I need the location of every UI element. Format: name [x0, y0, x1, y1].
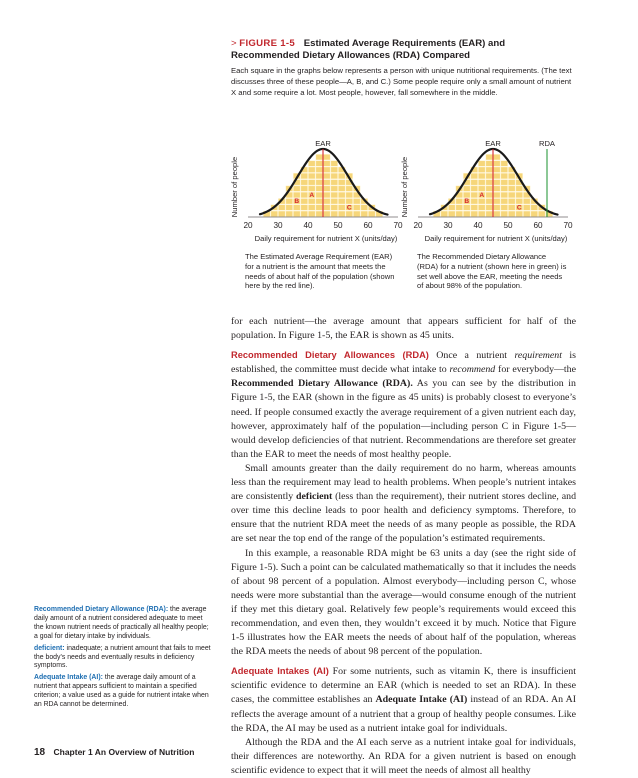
- glossary-entry: [34, 645, 214, 672]
- person-square: [316, 205, 323, 211]
- y-axis-label: Number of people: [400, 156, 409, 218]
- person-square: [316, 154, 323, 160]
- person-square: [293, 205, 300, 211]
- person-square: [486, 192, 493, 198]
- person-square: [471, 180, 478, 186]
- person-square: [316, 186, 323, 192]
- person-square: [493, 180, 500, 186]
- person-b-label: B: [294, 198, 300, 206]
- person-square: [338, 186, 345, 192]
- x-tick-label: 40: [473, 221, 483, 230]
- person-square: [508, 211, 515, 217]
- x-tick-label: 70: [563, 221, 573, 230]
- person-square: [316, 199, 323, 205]
- paragraph-rda: [231, 348, 576, 462]
- person-square: [471, 173, 478, 179]
- person-a-label: A: [479, 191, 485, 199]
- person-square: [293, 192, 300, 198]
- person-square: [293, 186, 300, 192]
- person-square: [338, 211, 345, 217]
- person-square: [353, 199, 360, 205]
- person-square: [271, 211, 278, 217]
- person-square: [508, 192, 515, 198]
- person-square: [316, 180, 323, 186]
- rda-text-c: for everybody—the: [495, 364, 576, 376]
- person-c-label: C: [516, 204, 522, 212]
- paragraph-example: In this example, a reasonable RDA might be 63 units a day (see the right side of Figure 1-5). Such a point can be calculated mathematically so that it includes the needs of about 98 percent of a population. Almost everybody—including person C, whose needs were more substantial than the average—would consume enough of the nutrient if they met this dietary goal. Relatively few people’s requirements would exceed this recommendation, and even then, they wouldn’t exceed it by much. Notice that Figure 1-5 illustrates how the EAR meets the needs of about half of the population, whereas the RDA meets the needs of about 98 percent of the population.: [231, 547, 576, 658]
- person-square: [323, 154, 330, 160]
- person-square: [531, 205, 538, 211]
- person-square: [316, 173, 323, 179]
- person-square: [301, 205, 308, 211]
- person-square: [316, 211, 323, 217]
- person-square: [331, 173, 338, 179]
- person-square: [338, 205, 345, 211]
- person-square: [448, 205, 455, 211]
- person-square: [486, 186, 493, 192]
- person-square: [493, 167, 500, 173]
- person-square: [516, 199, 523, 205]
- person-square: [331, 161, 338, 167]
- person-square: [353, 205, 360, 211]
- x-tick-label: 70: [393, 221, 403, 230]
- person-square: [478, 180, 485, 186]
- person-square: [301, 173, 308, 179]
- person-square: [531, 211, 538, 217]
- ai-text-b: instead of an RDA. An AI reflects the average amount of a nutrient that a group of healthy people consumes. Like the RDA, the AI may be used as a nutrient intake goal for individuals.: [231, 694, 576, 734]
- deficient-term: deficient: [296, 491, 333, 503]
- person-square: [338, 173, 345, 179]
- person-square: [286, 205, 293, 211]
- person-square: [493, 199, 500, 205]
- person-square: [323, 205, 330, 211]
- person-square: [278, 211, 285, 217]
- x-tick-label: 20: [413, 221, 423, 230]
- paragraph-rda-vs-ai: Although the RDA and the AI each serve as a nutrient intake goal for individuals, their differences are noteworthy. An RDA for a given nutrient is based on enough scientific evidence to expect that it will meet the needs of almost all healthy: [231, 736, 576, 776]
- person-square: [516, 186, 523, 192]
- person-square: [286, 211, 293, 217]
- person-square: [463, 211, 470, 217]
- person-square: [486, 205, 493, 211]
- paragraph-deficient: [231, 462, 576, 547]
- person-square: [286, 199, 293, 205]
- person-square: [523, 211, 530, 217]
- x-tick-label: 20: [243, 221, 253, 230]
- person-square: [508, 186, 515, 192]
- person-square: [501, 173, 508, 179]
- person-square: [486, 161, 493, 167]
- person-square: [323, 167, 330, 173]
- person-square: [478, 173, 485, 179]
- person-square: [368, 211, 375, 217]
- ear-label: EAR: [315, 139, 331, 148]
- glossary-term: Recommended Dietary Allowance (RDA):: [34, 606, 169, 613]
- person-square: [308, 180, 315, 186]
- person-square: [471, 205, 478, 211]
- person-square: [361, 211, 368, 217]
- person-square: [308, 161, 315, 167]
- person-square: [331, 199, 338, 205]
- person-square: [478, 161, 485, 167]
- person-square: [338, 199, 345, 205]
- person-b-label: B: [464, 198, 470, 206]
- person-square: [316, 167, 323, 173]
- person-a-label: A: [309, 191, 315, 199]
- person-square: [323, 173, 330, 179]
- rda-chart: [398, 135, 598, 250]
- person-square: [501, 211, 508, 217]
- person-square: [316, 192, 323, 198]
- page-number: 18: [34, 747, 46, 758]
- margin-glossary: [34, 606, 214, 713]
- person-square: [501, 205, 508, 211]
- person-square: [308, 199, 315, 205]
- person-square: [523, 205, 530, 211]
- rda-text-b: is established, the committee must decide what intake to: [231, 350, 576, 376]
- person-square: [538, 211, 545, 217]
- rda-text-requirement: requirement: [514, 350, 562, 362]
- person-square: [471, 186, 478, 192]
- person-square: [456, 211, 463, 217]
- figure-title: Estimated Average Requirements (EAR) and Recommended Dietary Allowances (RDA) Compared: [231, 38, 506, 62]
- person-square: [331, 205, 338, 211]
- glossary-definition: the average daily amount of a nutrient considered adequate to meet the known nutrient needs of practically all healthy people; a goal for dietary intake by individuals.: [34, 606, 209, 640]
- rda-text-recommend: recommend: [449, 364, 496, 376]
- person-square: [486, 173, 493, 179]
- person-square: [331, 192, 338, 198]
- person-square: [353, 211, 360, 217]
- person-square: [323, 211, 330, 217]
- person-square: [501, 180, 508, 186]
- person-square: [361, 205, 368, 211]
- person-square: [478, 186, 485, 192]
- person-square: [301, 186, 308, 192]
- glossary-term: deficient:: [34, 644, 65, 652]
- person-square: [278, 205, 285, 211]
- person-square: [301, 192, 308, 198]
- person-square: [501, 167, 508, 173]
- person-square: [441, 211, 448, 217]
- deficient-text-a: Small amounts greater than the daily requirement do no harm, whereas amounts less than the requirement may lead to health problems. When people’s nutrient intakes are consistently: [231, 462, 576, 503]
- person-square: [301, 199, 308, 205]
- person-square: [493, 173, 500, 179]
- deficient-text-b: (less than the requirement), their nutrient stores decline, and over time this decline leads to poor health and deficiency symptoms. Therefore, to ensure that the nutrient RDA meet the needs of as many people as possible, the RDA are set near the top end of the range of the population’s estimated requirements.: [231, 491, 577, 545]
- rda-chart-note: The Recommended Dietary Allowance (RDA) for a nutrient (shown here in green) is set well above the EAR, meeting the needs of about 98% of the population.: [417, 252, 567, 291]
- person-square: [508, 205, 515, 211]
- x-tick-label: 40: [303, 221, 313, 230]
- person-square: [478, 205, 485, 211]
- person-square: [478, 199, 485, 205]
- ear-chart-note: The Estimated Average Requirement (EAR) for a nutrient is the amount that meets the needs of about half of the population (shown here by the red line).: [245, 252, 395, 291]
- person-square: [508, 173, 515, 179]
- person-square: [478, 211, 485, 217]
- person-square: [478, 167, 485, 173]
- x-tick-label: 60: [533, 221, 543, 230]
- person-square: [486, 199, 493, 205]
- figure-title-block: [231, 38, 576, 62]
- person-square: [486, 180, 493, 186]
- ear-label: EAR: [485, 139, 501, 148]
- glossary-entry: [34, 674, 214, 710]
- figure-number: FIGURE 1-5: [239, 38, 296, 49]
- person-square: [308, 186, 315, 192]
- person-square: [301, 211, 308, 217]
- person-square: [346, 199, 353, 205]
- chapter-title: Chapter 1 An Overview of Nutrition: [53, 747, 195, 757]
- person-c-label: C: [346, 204, 352, 212]
- person-square: [493, 161, 500, 167]
- x-tick-label: 30: [443, 221, 453, 230]
- x-tick-label: 50: [503, 221, 513, 230]
- person-square: [346, 192, 353, 198]
- person-square: [323, 186, 330, 192]
- person-square: [456, 205, 463, 211]
- glossary-entry: [34, 606, 214, 642]
- person-square: [323, 161, 330, 167]
- person-square: [463, 205, 470, 211]
- person-square: [501, 192, 508, 198]
- glossary-definition: the average daily amount of a nutrient that appears sufficient to maintain a specified criterion; a value used as a guide for nutrient intake when an RDA cannot be determined.: [34, 674, 209, 709]
- figure-caption: Each square in the graphs below represents a person with unique nutritional requirements. (The text discusses three of these people—A, B, and C.) Some people require only a small amount of nutrient X and some require a lot. Most people, however, fall somewhere in the middle.: [231, 66, 572, 97]
- person-square: [516, 211, 523, 217]
- person-square: [493, 205, 500, 211]
- person-square: [308, 205, 315, 211]
- x-tick-label: 30: [273, 221, 283, 230]
- y-axis-label: Number of people: [230, 156, 239, 218]
- person-square: [493, 192, 500, 198]
- person-square: [486, 211, 493, 217]
- rda-text-a: Once a nutrient: [428, 350, 515, 362]
- person-square: [463, 192, 470, 198]
- rda-label: RDA: [538, 139, 556, 148]
- ai-term: Adequate Intake (AI): [375, 694, 468, 706]
- x-axis-label: Daily requirement for nutrient X (units/day): [254, 234, 398, 243]
- person-square: [456, 199, 463, 205]
- person-square: [501, 199, 508, 205]
- person-square: [508, 199, 515, 205]
- rda-heading: Recommended Dietary Allowances (RDA): [231, 350, 429, 361]
- page-footer: [34, 747, 194, 758]
- person-square: [346, 211, 353, 217]
- person-square: [493, 154, 500, 160]
- person-square: [486, 167, 493, 173]
- person-square: [323, 199, 330, 205]
- person-square: [471, 199, 478, 205]
- paragraph-ear-intro: for each nutrient—the average amount that appears sufficient for half of the population. In Figure 1-5, the EAR is shown as 45 units.: [231, 316, 576, 342]
- person-square: [448, 211, 455, 217]
- person-square: [308, 167, 315, 173]
- figure-arrow: >: [231, 38, 237, 49]
- rda-term: Recommended Dietary Allowance (RDA).: [231, 378, 413, 390]
- person-square: [463, 186, 470, 192]
- person-square: [501, 161, 508, 167]
- person-square: [508, 180, 515, 186]
- person-square: [493, 186, 500, 192]
- ai-heading: Adequate Intakes (AI): [231, 666, 329, 677]
- person-square: [323, 192, 330, 198]
- person-square: [338, 180, 345, 186]
- person-square: [308, 173, 315, 179]
- person-square: [338, 192, 345, 198]
- person-square: [331, 211, 338, 217]
- x-axis-label: Daily requirement for nutrient X (units/day): [424, 234, 568, 243]
- paragraph-ai: [231, 664, 576, 735]
- x-tick-label: 60: [363, 221, 373, 230]
- person-square: [471, 192, 478, 198]
- glossary-definition: inadequate; a nutrient amount that fails to meet the body’s needs and eventually results in deficiency symptoms.: [34, 644, 211, 670]
- person-square: [293, 211, 300, 217]
- person-square: [331, 180, 338, 186]
- person-square: [331, 186, 338, 192]
- person-square: [501, 186, 508, 192]
- glossary-term: Adequate Intake (AI):: [34, 674, 103, 682]
- ai-text-a: For some nutrients, such as vitamin K, there is insufficient scientific evidence to determine an EAR (which is needed to set an RDA). In these cases, the committee establishes an: [231, 666, 576, 706]
- person-square: [301, 180, 308, 186]
- person-square: [486, 154, 493, 160]
- rda-text-d: As you can see by the distribution in Figure 1-5, the EAR (shown in the figure as 45 units) is probably closest to everyone’s need. If people consumed exactly the average requirement of a given nutrient each day, however, approximately half of the population—including person C in Figure 1-5—would develop deficiencies of that nutrient. Recommendations are therefore set greater than the EAR to meet the needs of most healthy people.: [231, 378, 576, 460]
- person-square: [331, 167, 338, 173]
- person-square: [323, 180, 330, 186]
- figure-header: [231, 38, 576, 98]
- person-square: [493, 211, 500, 217]
- person-square: [516, 192, 523, 198]
- person-square: [346, 186, 353, 192]
- body-text: [231, 315, 576, 778]
- x-tick-label: 50: [333, 221, 343, 230]
- person-square: [471, 211, 478, 217]
- person-square: [316, 161, 323, 167]
- person-square: [523, 199, 530, 205]
- person-square: [308, 211, 315, 217]
